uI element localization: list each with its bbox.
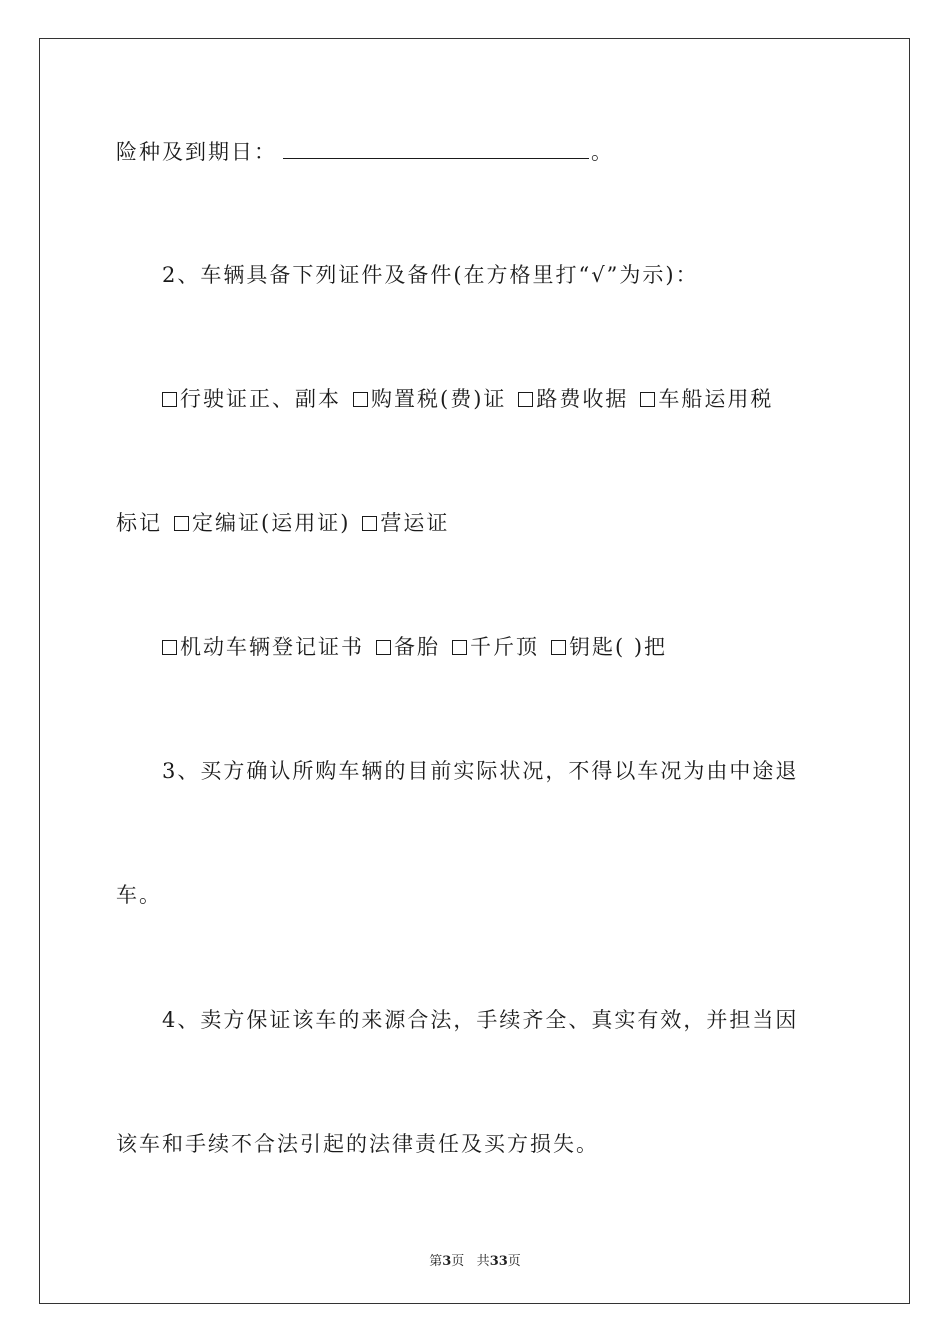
checkbox[interactable] [174,516,189,531]
checklist-prefix: 标记 [116,511,162,535]
insurance-end: 。 [591,140,614,164]
item-2-heading: 2、车辆具备下列证件及备件(在方格里打“√”为示)： [162,263,699,287]
checkbox[interactable] [162,640,177,655]
checklist-label: 钥匙( )把 [569,635,668,659]
footer-total-suffix: 页 [507,1254,521,1269]
checkbox[interactable] [551,640,566,655]
footer-total-pages: 33 [489,1254,508,1269]
insurance-label: 险种及到期日： [116,140,277,164]
checkbox[interactable] [362,516,377,531]
checklist-label: 定编证(运用证) [192,511,351,535]
checklist-label: 购置税(费)证 [371,387,507,411]
checkbox[interactable] [376,640,391,655]
checklist-label: 行驶证正、副本 [180,387,341,411]
footer-page-number: 3 [442,1254,452,1269]
insurance-blank [283,140,589,159]
footer-prefix: 第 [429,1254,443,1269]
checklist-label: 备胎 [394,635,440,659]
checklist-row-3 [162,637,667,658]
checklist-label: 车船运用税 [658,387,774,411]
item-3-line-2: 车。 [116,883,162,907]
item-4-line-2: 该车和手续不合法引起的法律责任及买方损失。 [116,1132,599,1156]
footer-page-suffix: 页 [451,1254,465,1269]
checkbox[interactable] [518,392,533,407]
item-4-line-1: 4、卖方保证该车的来源合法，手续齐全、真实有效，并担当因 [162,1008,799,1032]
checklist-label: 千斤顶 [470,635,539,659]
checklist-label: 路费收据 [536,387,629,411]
checkbox[interactable] [353,392,368,407]
item-3-line-1: 3、买方确认所购车辆的目前实际状况，不得以车况为由中途退 [162,759,799,783]
checklist-label: 营运证 [380,511,450,535]
checklist-row-1 [162,389,773,410]
checkbox[interactable] [640,392,655,407]
page-border [39,38,910,1304]
insurance-line [116,140,614,163]
page-footer [0,1250,950,1269]
checkbox[interactable] [162,392,177,407]
checklist-row-2 [116,513,449,534]
checkbox[interactable] [452,640,467,655]
footer-total-prefix: 共 [476,1254,490,1269]
checklist-label: 机动车辆登记证书 [180,635,364,659]
